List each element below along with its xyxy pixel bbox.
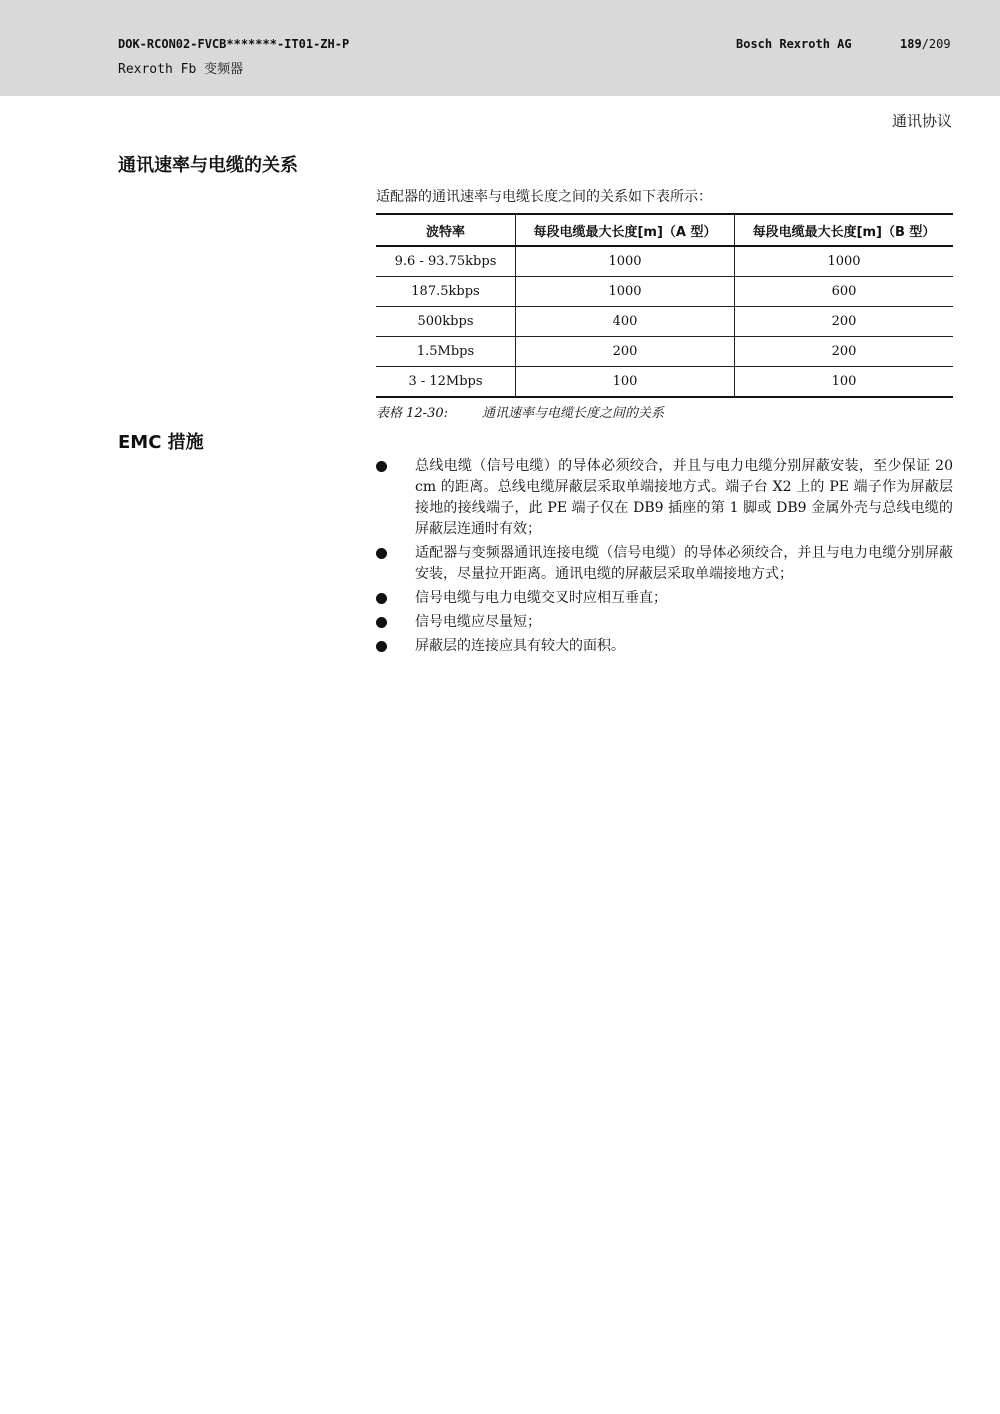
table-cell: 600: [735, 277, 954, 307]
table-row: [376, 277, 953, 307]
rates-intro: 适配器的通讯速率与电缆长度之间的关系如下表所示：: [376, 189, 712, 205]
table-row: [376, 367, 953, 398]
table-cell: 500kbps: [376, 307, 516, 337]
table-cell: 200: [735, 307, 954, 337]
product-name: Rexroth Fb 变频器: [118, 62, 244, 77]
page-header: [0, 0, 1000, 96]
list-item: [376, 612, 953, 633]
table-cell: 1000: [516, 246, 735, 277]
table-row: [376, 337, 953, 367]
table-row: [376, 246, 953, 277]
bullet-icon: [376, 548, 387, 559]
list-item-text: 总线电缆（信号电缆）的导体必须绞合，并且与电力电缆分别屏蔽安装，至少保证 20 cm 的距离。总线电缆屏蔽层采取单端接地方式。端子台 X2 上的 PE 端子作为屏蔽层接地的接线端子，此 PE 端子仅在 DB9 插座的第 1 脚或 DB9 金属外壳与总线电缆的屏蔽层连通时有效；: [415, 458, 953, 537]
list-item-text: 信号电缆与电力电缆交叉时应相互垂直；: [415, 590, 667, 606]
caption-number: 表格 12-30:: [376, 406, 448, 421]
header-baud-rate: 波特率: [376, 214, 516, 246]
table-cell: 100: [516, 367, 735, 398]
bullet-icon: [376, 641, 387, 652]
list-item: [376, 543, 953, 585]
table-cell: 200: [516, 337, 735, 367]
company-name: Bosch Rexroth AG: [736, 37, 852, 51]
table-cell: 100: [735, 367, 954, 398]
list-item: [376, 636, 953, 657]
table-cell: 1000: [516, 277, 735, 307]
emc-list: [376, 456, 953, 660]
table-caption: [376, 402, 664, 421]
rates-heading: 通讯速率与电缆的关系: [118, 155, 298, 176]
page-total: /209: [921, 37, 951, 51]
bullet-icon: [376, 461, 387, 472]
table-cell: 400: [516, 307, 735, 337]
table-cell: 187.5kbps: [376, 277, 516, 307]
rates-table: [376, 213, 953, 398]
table-cell: 3 - 12Mbps: [376, 367, 516, 398]
page-number: [900, 37, 951, 51]
section-label: 通讯协议: [891, 112, 952, 130]
table-cell: 1000: [735, 246, 954, 277]
table-cell: 1.5Mbps: [376, 337, 516, 367]
list-item-text: 适配器与变频器通讯连接电缆（信号电缆）的导体必须绞合，并且与电力电缆分别屏蔽安装，尽量拉开距离。通讯电缆的屏蔽层采取单端接地方式；: [415, 545, 953, 582]
header-type-a: 每段电缆最大长度[m]（A 型）: [516, 214, 735, 246]
document-code: DOK-RCON02-FVCB*******-IT01-ZH-P: [118, 37, 350, 51]
list-item-text: 信号电缆应尽量短；: [415, 614, 541, 630]
table-cell: 9.6 - 93.75kbps: [376, 246, 516, 277]
bullet-icon: [376, 617, 387, 628]
table-row: [376, 307, 953, 337]
bullet-icon: [376, 593, 387, 604]
header-type-b: 每段电缆最大长度[m]（B 型）: [735, 214, 954, 246]
list-item-text: 屏蔽层的连接应具有较大的面积。: [415, 638, 625, 654]
list-item: [376, 456, 953, 540]
caption-text: 通讯速率与电缆长度之间的关系: [482, 406, 665, 421]
list-item: [376, 588, 953, 609]
page-current: 189: [900, 37, 922, 51]
table-header-row: [376, 214, 953, 246]
emc-heading: EMC 措施: [118, 432, 204, 453]
table-cell: 200: [735, 337, 954, 367]
